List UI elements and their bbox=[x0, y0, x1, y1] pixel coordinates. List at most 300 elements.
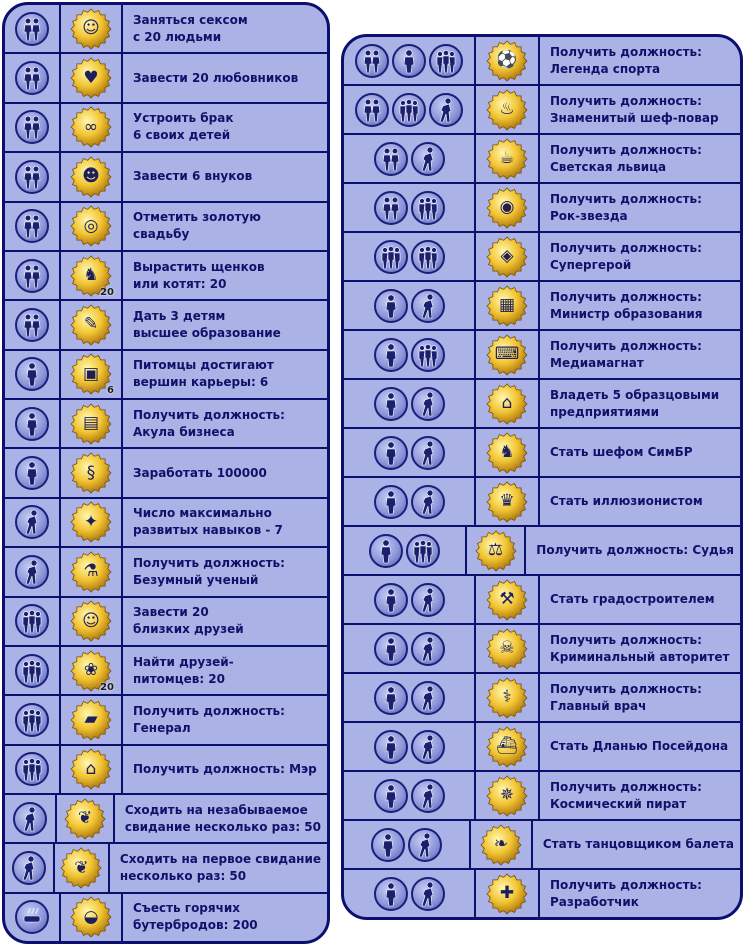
group-sim-medal-icon bbox=[15, 752, 49, 786]
first-date-badge-icon bbox=[60, 847, 102, 889]
achievement-line: Акула бизнеса bbox=[133, 424, 235, 439]
sports-ball-glyph: ⚽ bbox=[496, 50, 518, 70]
friends-badge-icon bbox=[70, 600, 112, 642]
achievement-line: Завести 6 внуков bbox=[133, 169, 253, 184]
sim-icons-cell bbox=[5, 696, 61, 743]
records-glyph: ◉ bbox=[499, 197, 515, 217]
achievement-text bbox=[123, 548, 327, 595]
sim-icons-cell bbox=[5, 351, 61, 398]
potion-badge-icon bbox=[70, 501, 112, 543]
rings-glyph: ∞ bbox=[83, 116, 99, 137]
achievement-line: свадьбу bbox=[133, 227, 190, 242]
achievement-row bbox=[344, 380, 740, 429]
achievement-text bbox=[540, 478, 740, 525]
heart-face-badge-icon bbox=[70, 8, 112, 50]
single-sim-medal-icon bbox=[371, 828, 405, 862]
baby-bottle-badge-icon bbox=[70, 156, 112, 198]
achievement-line: вершин карьеры: 6 bbox=[133, 375, 269, 390]
achievement-row bbox=[344, 331, 740, 380]
sim-icons-cell bbox=[5, 647, 61, 694]
pose-sim-medal-icon bbox=[15, 555, 49, 589]
achievement-text bbox=[540, 429, 740, 476]
pose-sim-medal-icon bbox=[411, 485, 445, 519]
achievement-text bbox=[123, 499, 327, 546]
sim-icons-cell bbox=[5, 499, 61, 546]
couple-date-badge-icon bbox=[64, 798, 106, 840]
achievement-line: Получить должность: bbox=[133, 407, 285, 422]
chalkboard-glyph: ▦ bbox=[498, 295, 516, 315]
badge-cell bbox=[476, 723, 540, 770]
badge-cell bbox=[57, 795, 115, 842]
badge-cell bbox=[61, 351, 123, 398]
achievement-text bbox=[123, 54, 327, 101]
achievement-text bbox=[526, 527, 740, 574]
badge-cell bbox=[61, 400, 123, 447]
achievement-text bbox=[540, 86, 740, 133]
right-rows bbox=[344, 37, 740, 917]
joystick-glyph: ✚ bbox=[499, 883, 515, 903]
sim-icons-cell bbox=[344, 184, 476, 231]
achievement-line: Завести 20 bbox=[133, 605, 209, 620]
sim-icons-cell bbox=[5, 301, 61, 348]
badge-cell bbox=[61, 54, 123, 101]
achievement-row bbox=[5, 104, 327, 153]
group-sim-medal-icon bbox=[15, 654, 49, 688]
rings-badge-icon bbox=[70, 106, 112, 148]
achievement-row bbox=[344, 282, 740, 331]
single-sim-medal-icon bbox=[374, 632, 408, 666]
first-date-glyph: ❦ bbox=[74, 857, 89, 878]
achievement-text bbox=[123, 351, 327, 398]
sim-icons-cell bbox=[5, 548, 61, 595]
gavel-badge-icon bbox=[475, 530, 517, 572]
sim-icons-cell bbox=[344, 135, 476, 182]
achievement-line: Генерал bbox=[133, 720, 191, 735]
couple-sim-medal-icon bbox=[374, 142, 408, 176]
city-hall-glyph: ⌂ bbox=[85, 758, 97, 779]
achievement-line: Легенда спорта bbox=[550, 61, 661, 76]
sim-icons-cell bbox=[5, 400, 61, 447]
achievement-text bbox=[115, 795, 327, 842]
pose-sim-medal-icon bbox=[408, 828, 442, 862]
group-sim-medal-icon bbox=[374, 240, 408, 274]
sim-icons-cell bbox=[5, 795, 57, 842]
achievement-line: Найти друзей- bbox=[133, 654, 234, 669]
achievement-row bbox=[344, 86, 740, 135]
achievement-line: Получить должность: Судья bbox=[536, 543, 734, 557]
left-achievement-panel bbox=[2, 2, 330, 944]
achievement-row bbox=[344, 135, 740, 184]
achievement-row bbox=[5, 894, 327, 941]
achievement-row bbox=[344, 674, 740, 723]
achievement-text bbox=[123, 153, 327, 200]
group-sim-medal-icon bbox=[429, 44, 463, 78]
achievement-text bbox=[123, 104, 327, 151]
friends-glyph: ☺ bbox=[82, 610, 100, 631]
badge-cell bbox=[61, 104, 123, 151]
achievement-text bbox=[540, 184, 740, 231]
chess-knight-glyph: ♞ bbox=[499, 442, 515, 462]
group-sim-medal-icon bbox=[15, 703, 49, 737]
sim-icons-cell bbox=[5, 5, 61, 52]
sim-icons-cell bbox=[5, 598, 61, 645]
binoculars-badge-icon bbox=[486, 775, 528, 817]
achievement-row bbox=[5, 746, 327, 795]
hammer-glyph: ⚒ bbox=[499, 589, 515, 609]
heart-badge-icon bbox=[70, 57, 112, 99]
flask-glyph: ⚗ bbox=[83, 561, 99, 582]
briefcase-badge-icon bbox=[70, 403, 112, 445]
badge-cell bbox=[61, 153, 123, 200]
food-sim-medal-icon bbox=[15, 900, 49, 934]
magic-hat-badge-icon bbox=[486, 481, 528, 523]
sim-icons-cell bbox=[5, 844, 55, 891]
couple-sim-medal-icon bbox=[15, 259, 49, 293]
achievement-text bbox=[110, 844, 327, 891]
joystick-badge-icon bbox=[486, 873, 528, 915]
paw-glyph: ❀ bbox=[83, 660, 99, 681]
achievement-line: Заработать 100000 bbox=[133, 465, 267, 480]
badge-cell bbox=[61, 598, 123, 645]
achievement-row bbox=[5, 548, 327, 597]
badge-cell bbox=[476, 625, 540, 672]
shield-badge-icon bbox=[486, 236, 528, 278]
achievement-line: Получить должность: bbox=[550, 779, 702, 794]
gold-rings-badge-icon bbox=[70, 205, 112, 247]
typewriter-badge-icon bbox=[486, 334, 528, 376]
group-sim-medal-icon bbox=[392, 93, 426, 127]
achievement-line: Безумный ученый bbox=[133, 572, 259, 587]
pose-sim-medal-icon bbox=[411, 583, 445, 617]
single-sim-medal-icon bbox=[374, 436, 408, 470]
single-sim-medal-icon bbox=[392, 44, 426, 78]
single-sim-medal-icon bbox=[374, 877, 408, 911]
badge-cell bbox=[476, 331, 540, 378]
achievement-line: Министр образования bbox=[550, 306, 703, 321]
achievement-row bbox=[5, 301, 327, 350]
caduceus-glyph: ⚕ bbox=[502, 687, 512, 707]
single-sim-medal-icon bbox=[15, 407, 49, 441]
money-glyph: § bbox=[86, 462, 96, 483]
pet-briefcase-glyph: ▣ bbox=[82, 363, 100, 384]
achievement-row bbox=[344, 37, 740, 86]
binoculars-glyph: ✵ bbox=[499, 785, 515, 805]
achievement-line: Завести 20 любовников bbox=[133, 70, 299, 85]
pose-sim-medal-icon bbox=[411, 387, 445, 421]
sim-icons-cell bbox=[344, 625, 476, 672]
achievement-text bbox=[123, 746, 327, 793]
achievement-line: Получить должность: bbox=[550, 142, 702, 157]
achievement-line: Супергерой bbox=[550, 257, 632, 272]
group-sim-medal-icon bbox=[411, 240, 445, 274]
badge-cell bbox=[55, 844, 110, 891]
achievement-line: Медиамагнат bbox=[550, 355, 644, 370]
achievement-line: Сходить на первое свидание bbox=[119, 852, 321, 867]
achievement-row bbox=[5, 203, 327, 252]
badge-cell bbox=[476, 429, 540, 476]
achievement-line: Космический пират bbox=[550, 796, 687, 811]
badge-cell bbox=[61, 5, 123, 52]
left-rows bbox=[5, 5, 327, 941]
achievement-line: Заняться сексом bbox=[133, 12, 248, 27]
achievement-text bbox=[540, 135, 740, 182]
typewriter-glyph: ⌨ bbox=[494, 344, 520, 364]
puppy-glyph: ♞ bbox=[83, 265, 99, 286]
caduceus-badge-icon bbox=[486, 677, 528, 719]
badge-count: 20 bbox=[100, 681, 114, 693]
achievement-line: Светская львица bbox=[550, 159, 667, 174]
chalkboard-badge-icon bbox=[486, 285, 528, 327]
graduation-glyph: ✎ bbox=[83, 314, 99, 335]
coffee-cup-glyph: ☕ bbox=[499, 148, 515, 168]
achievement-line: Получить должность: bbox=[550, 289, 702, 304]
achievement-line: Стать танцовщиком балета bbox=[542, 837, 734, 851]
submarine-badge-icon bbox=[486, 726, 528, 768]
sim-icons-cell bbox=[5, 104, 61, 151]
pose-sim-medal-icon bbox=[411, 632, 445, 666]
single-sim-medal-icon bbox=[374, 387, 408, 421]
badge-cell bbox=[476, 576, 540, 623]
achievement-line: высшее образование bbox=[133, 325, 281, 340]
achievement-text bbox=[123, 449, 327, 496]
sim-icons-cell bbox=[344, 674, 476, 721]
badge-cell bbox=[61, 696, 123, 743]
achievement-line: Получить должность: bbox=[550, 191, 702, 206]
achievement-line: Дать 3 детям bbox=[133, 308, 226, 323]
heart-face-glyph: ☺ bbox=[82, 18, 100, 39]
pet-briefcase-badge-icon bbox=[70, 353, 112, 395]
coffee-cup-badge-icon bbox=[486, 138, 528, 180]
pose-sim-medal-icon bbox=[411, 436, 445, 470]
hammer-badge-icon bbox=[486, 579, 528, 621]
achievement-row bbox=[344, 184, 740, 233]
pose-sim-medal-icon bbox=[411, 730, 445, 764]
business-house-badge-icon bbox=[486, 383, 528, 425]
badge-cell bbox=[476, 380, 540, 427]
achievement-text bbox=[540, 625, 740, 672]
badge-cell bbox=[467, 527, 527, 574]
achievement-text bbox=[123, 647, 327, 694]
single-sim-medal-icon bbox=[369, 534, 403, 568]
achievement-line: Получить должность: bbox=[550, 632, 702, 647]
achievement-text bbox=[123, 894, 327, 941]
achievement-line: питомцев: 20 bbox=[133, 671, 226, 686]
badge-cell bbox=[61, 203, 123, 250]
paw-badge-icon bbox=[70, 650, 112, 692]
achievement-row bbox=[5, 5, 327, 54]
couple-date-glyph: ❦ bbox=[77, 808, 93, 829]
heart-glyph: ♥ bbox=[83, 67, 99, 88]
badge-cell bbox=[476, 86, 540, 133]
achievement-line: предприятиями bbox=[550, 404, 659, 419]
business-house-glyph: ⌂ bbox=[501, 393, 513, 413]
achievement-row bbox=[5, 153, 327, 202]
achievement-row bbox=[5, 647, 327, 696]
group-sim-medal-icon bbox=[411, 191, 445, 225]
achievement-row bbox=[5, 54, 327, 103]
achievement-text bbox=[540, 380, 740, 427]
sim-icons-cell bbox=[344, 478, 476, 525]
single-sim-medal-icon bbox=[374, 583, 408, 617]
sim-icons-cell bbox=[344, 331, 476, 378]
badge-cell bbox=[61, 894, 123, 941]
achievement-line: Получить должность: bbox=[133, 703, 285, 718]
couple-sim-medal-icon bbox=[15, 12, 49, 46]
badge-cell bbox=[61, 647, 123, 694]
achievement-line: Разработчик bbox=[550, 894, 639, 909]
achievement-line: Вырастить щенков bbox=[133, 259, 265, 274]
achievement-line: Получить должность: bbox=[550, 877, 702, 892]
achievement-text bbox=[540, 576, 740, 623]
achievement-line: Отметить золотую bbox=[133, 210, 261, 225]
badge-cell bbox=[61, 252, 123, 299]
sim-icons-cell bbox=[5, 746, 61, 793]
single-sim-medal-icon bbox=[374, 289, 408, 323]
pose-sim-medal-icon bbox=[15, 505, 49, 539]
achievement-line: Стать Дланью Посейдона bbox=[550, 739, 729, 753]
couple-sim-medal-icon bbox=[15, 61, 49, 95]
sim-icons-cell bbox=[344, 821, 471, 868]
sim-icons-cell bbox=[344, 429, 476, 476]
achievement-row bbox=[5, 499, 327, 548]
sim-icons-cell bbox=[344, 527, 467, 574]
tank-badge-icon bbox=[70, 699, 112, 741]
achievement-row bbox=[344, 772, 740, 821]
gold-rings-glyph: ◎ bbox=[83, 215, 99, 236]
pose-sim-medal-icon bbox=[411, 877, 445, 911]
achievement-row bbox=[5, 844, 327, 893]
single-sim-medal-icon bbox=[374, 338, 408, 372]
single-sim-medal-icon bbox=[374, 485, 408, 519]
couple-sim-medal-icon bbox=[374, 191, 408, 225]
achievement-row bbox=[344, 478, 740, 527]
achievement-text bbox=[540, 37, 740, 84]
achievement-line: развитых навыков - 7 bbox=[133, 523, 283, 538]
achievement-line: Сходить на незабываемое bbox=[124, 802, 308, 817]
pose-sim-medal-icon bbox=[12, 851, 46, 885]
achievement-line: Питомцы достигают bbox=[133, 358, 274, 373]
achievement-line: Главный врач bbox=[550, 698, 647, 713]
achievement-row bbox=[344, 429, 740, 478]
baby-bottle-glyph: ☻ bbox=[82, 166, 100, 187]
badge-cell bbox=[476, 772, 540, 819]
badge-cell bbox=[471, 821, 533, 868]
achievement-row bbox=[344, 625, 740, 674]
achievement-line: Устроить брак bbox=[133, 111, 234, 126]
ballet-shoes-glyph: ❧ bbox=[493, 834, 509, 854]
flask-badge-icon bbox=[70, 551, 112, 593]
magic-hat-glyph: ♛ bbox=[499, 491, 515, 511]
sim-icons-cell bbox=[344, 870, 476, 917]
achievement-line: Владеть 5 образцовыми bbox=[550, 387, 720, 402]
sandwiches-glyph: ◒ bbox=[83, 906, 99, 927]
achievement-line: 6 своих детей bbox=[133, 128, 231, 143]
achievement-line: Стать иллюзионистом bbox=[550, 494, 703, 508]
achievement-text bbox=[540, 331, 740, 378]
group-sim-medal-icon bbox=[411, 338, 445, 372]
sim-icons-cell bbox=[5, 203, 61, 250]
sim-icons-cell bbox=[5, 153, 61, 200]
single-sim-medal-icon bbox=[374, 779, 408, 813]
achievement-line: Получить должность: Мэр bbox=[133, 761, 317, 776]
badge-cell bbox=[61, 499, 123, 546]
achievement-line: или котят: 20 bbox=[133, 276, 227, 291]
pose-sim-medal-icon bbox=[429, 93, 463, 127]
badge-cell bbox=[476, 478, 540, 525]
achievement-text bbox=[540, 772, 740, 819]
badge-count: 20 bbox=[100, 286, 114, 298]
pose-sim-medal-icon bbox=[411, 681, 445, 715]
sim-icons-cell bbox=[344, 380, 476, 427]
achievement-text bbox=[533, 821, 740, 868]
badge-cell bbox=[476, 282, 540, 329]
achievement-row bbox=[5, 449, 327, 498]
achievement-row bbox=[344, 527, 740, 576]
chess-knight-badge-icon bbox=[486, 432, 528, 474]
couple-sim-medal-icon bbox=[15, 209, 49, 243]
achievement-row bbox=[5, 795, 327, 844]
achievement-line: Получить должность: bbox=[550, 93, 702, 108]
group-sim-medal-icon bbox=[406, 534, 440, 568]
potion-glyph: ✦ bbox=[83, 511, 99, 532]
achievement-row bbox=[5, 598, 327, 647]
badge-cell bbox=[476, 135, 540, 182]
achievement-line: Съесть горячих bbox=[133, 901, 240, 916]
chef-hat-badge-icon bbox=[486, 89, 528, 131]
single-sim-medal-icon bbox=[374, 681, 408, 715]
sim-icons-cell bbox=[344, 723, 476, 770]
achievement-text bbox=[123, 301, 327, 348]
achievement-text bbox=[540, 674, 740, 721]
sim-icons-cell bbox=[344, 772, 476, 819]
gavel-glyph: ⚖ bbox=[487, 540, 504, 560]
badge-cell bbox=[61, 449, 123, 496]
single-sim-medal-icon bbox=[15, 456, 49, 490]
shield-glyph: ◈ bbox=[500, 246, 514, 266]
achievement-row bbox=[344, 821, 740, 870]
achievement-text bbox=[123, 400, 327, 447]
couple-sim-medal-icon bbox=[15, 110, 49, 144]
group-sim-medal-icon bbox=[15, 604, 49, 638]
achievement-row bbox=[344, 233, 740, 282]
achievement-text bbox=[123, 203, 327, 250]
achievement-text bbox=[540, 282, 740, 329]
achievement-line: Получить должность: bbox=[550, 681, 702, 696]
pose-sim-medal-icon bbox=[411, 289, 445, 323]
sim-icons-cell bbox=[344, 576, 476, 623]
briefcase-glyph: ▤ bbox=[82, 413, 100, 434]
couple-sim-medal-icon bbox=[355, 44, 389, 78]
sim-icons-cell bbox=[5, 54, 61, 101]
submarine-glyph: ⛴ bbox=[496, 736, 518, 756]
achievement-row bbox=[5, 351, 327, 400]
sports-ball-badge-icon bbox=[486, 40, 528, 82]
achievement-line: Знаменитый шеф-повар bbox=[550, 110, 719, 125]
achievement-line: с 20 людьми bbox=[133, 29, 222, 44]
couple-sim-medal-icon bbox=[15, 308, 49, 342]
sim-icons-cell bbox=[5, 894, 61, 941]
achievement-line: Получить должность: bbox=[550, 240, 702, 255]
sim-icons-cell bbox=[344, 37, 476, 84]
mobster-badge-icon bbox=[486, 628, 528, 670]
achievement-text bbox=[540, 723, 740, 770]
achievement-row bbox=[5, 696, 327, 745]
achievement-row bbox=[344, 723, 740, 772]
pose-sim-medal-icon bbox=[13, 802, 47, 836]
right-achievement-panel bbox=[341, 34, 743, 920]
achievement-text bbox=[123, 598, 327, 645]
couple-sim-medal-icon bbox=[355, 93, 389, 127]
